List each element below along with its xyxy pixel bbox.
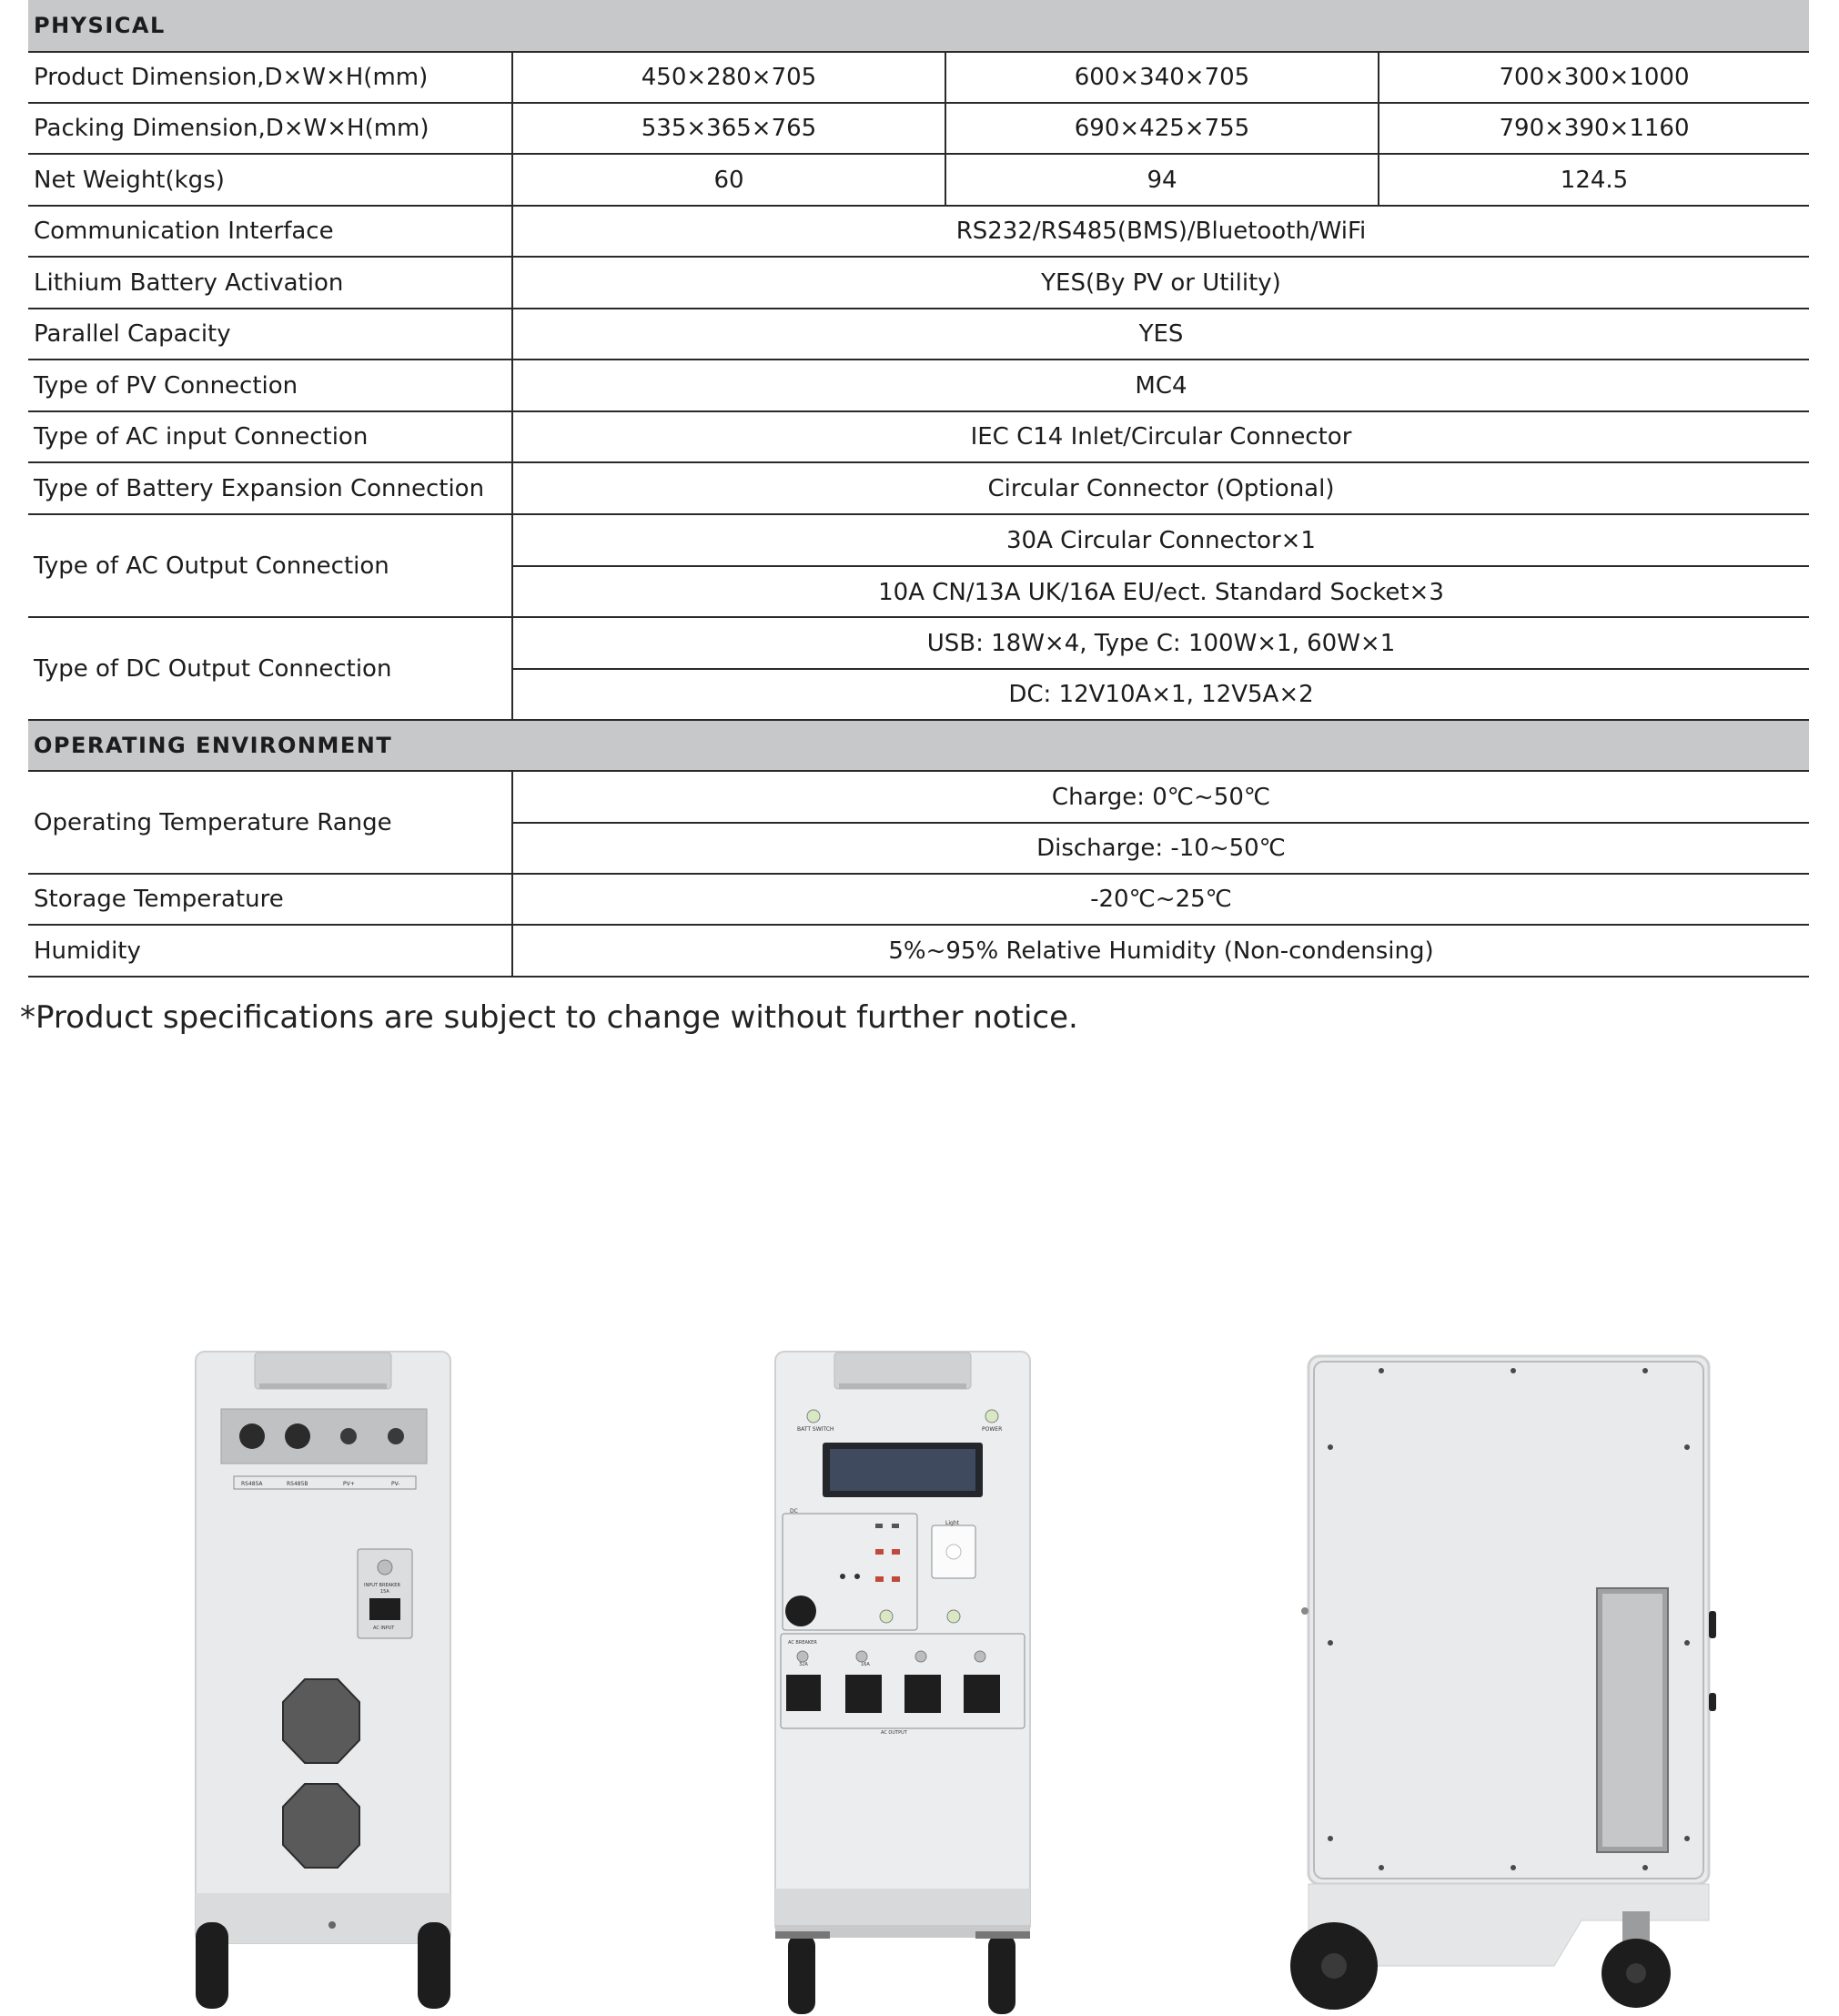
spec-value: RS232/RS485(BMS)/Bluetooth/WiFi — [511, 207, 1809, 256]
spec-row-battery-expansion — [28, 463, 1809, 515]
dc-port-icon — [854, 1574, 860, 1579]
dc-port-icon — [840, 1574, 845, 1579]
spec-label: Humidity — [34, 937, 141, 965]
front-label-ac-output: AC OUTPUT — [881, 1730, 907, 1736]
wheel-icon — [418, 1922, 450, 2009]
spec-label: Lithium Battery Activation — [34, 268, 344, 297]
spec-row-ac-input — [28, 412, 1809, 463]
spec-value-model-2: 690×425×755 — [945, 104, 1378, 153]
spec-label: Operating Temperature Range — [34, 808, 392, 836]
front-label-batt-switch: BATT SWITCH — [797, 1426, 834, 1433]
product-side-view-image — [1281, 1338, 1718, 2016]
product-rear-view-image — [187, 1338, 460, 2016]
spec-value-line-1: 30A Circular Connector×1 — [511, 515, 1809, 566]
spec-row-ac-output — [28, 515, 1809, 618]
indicator-light-icon — [947, 1610, 960, 1623]
section-header-physical — [28, 0, 1809, 53]
pv-plus-port-icon — [340, 1428, 357, 1444]
spec-label: Type of DC Output Connection — [34, 654, 392, 683]
spec-value-line-2: DC: 12V10A×1, 12V5A×2 — [511, 670, 1809, 719]
front-label-power: POWER — [982, 1426, 1003, 1433]
spec-label: Type of AC input Connection — [34, 423, 369, 451]
spec-row-communication — [28, 207, 1809, 258]
spec-label: Net Weight(kgs) — [34, 166, 225, 194]
spec-value-model-2: 94 — [945, 155, 1378, 205]
light-icon — [946, 1545, 961, 1559]
fan-grille-icon — [283, 1679, 359, 1763]
input-breaker-icon — [378, 1560, 392, 1575]
spec-value-model-3: 700×300×1000 — [1378, 53, 1809, 102]
spec-value: MC4 — [511, 360, 1809, 410]
spec-value-model-1: 535×365×765 — [511, 104, 945, 153]
usb-port-icon — [875, 1576, 884, 1582]
wheel-icon — [788, 1934, 815, 2014]
spec-label: Type of AC Output Connection — [34, 552, 389, 580]
spec-value: YES — [511, 309, 1809, 359]
spec-row-humidity — [28, 926, 1809, 978]
power-button-icon — [985, 1410, 998, 1423]
spec-value: IEC C14 Inlet/Circular Connector — [511, 412, 1809, 461]
spec-label: Type of PV Connection — [34, 371, 298, 400]
ac-socket-icon — [964, 1675, 1000, 1713]
front-label-dc: DC — [790, 1508, 798, 1515]
ac-breaker-icon — [975, 1651, 985, 1662]
rear-label-ac-input: AC INPUT — [373, 1626, 395, 1631]
product-front-view-image — [763, 1338, 1045, 2016]
car-socket-icon — [785, 1596, 816, 1626]
spec-row-storage-temperature — [28, 875, 1809, 926]
front-label-ac-breaker: AC BREAKER — [788, 1640, 817, 1646]
spec-row-net-weight — [28, 155, 1809, 207]
ac-socket-icon — [904, 1675, 941, 1713]
spec-value: -20℃~25℃ — [511, 875, 1809, 924]
ac-breaker-icon — [856, 1651, 867, 1662]
spec-row-pv-connection — [28, 360, 1809, 412]
spec-row-product-dimension — [28, 53, 1809, 104]
usb-port-icon — [892, 1576, 900, 1582]
fan-grille-icon — [283, 1784, 359, 1868]
spec-label: Type of Battery Expansion Connection — [34, 474, 485, 502]
ac-input-socket-icon — [369, 1598, 400, 1620]
spec-value-model-3: 790×390×1160 — [1378, 104, 1809, 153]
spec-value: YES(By PV or Utility) — [511, 258, 1809, 308]
spec-value-model-1: 450×280×705 — [511, 53, 945, 102]
usb-port-icon — [875, 1524, 883, 1528]
spec-value-model-3: 124.5 — [1378, 155, 1809, 205]
front-label-light: Light — [945, 1520, 959, 1526]
rear-label-pv-plus: PV+ — [343, 1481, 355, 1487]
spec-label: Product Dimension,D×W×H(mm) — [34, 64, 429, 91]
spec-label: Packing Dimension,D×W×H(mm) — [34, 115, 429, 142]
rear-label-15a: 15A — [380, 1589, 389, 1595]
rear-label-rs485b: RS485B — [287, 1481, 308, 1487]
spec-value-line-2: Discharge: -10~50℃ — [511, 824, 1809, 873]
spec-value-line-1: USB: 18W×4, Type C: 100W×1, 60W×1 — [511, 618, 1809, 669]
spec-value: Circular Connector (Optional) — [511, 463, 1809, 513]
spec-row-operating-temperature — [28, 772, 1809, 875]
spec-value-model-1: 60 — [511, 155, 945, 205]
wheel-icon — [196, 1922, 228, 2009]
spec-value-model-2: 600×340×705 — [945, 53, 1378, 102]
rs485a-port-icon — [239, 1423, 265, 1449]
spec-label: Communication Interface — [34, 218, 334, 245]
rear-label-pv-minus: PV- — [391, 1481, 400, 1487]
ac-socket-icon — [845, 1675, 882, 1713]
section-title: PHYSICAL — [34, 13, 166, 38]
rear-label-input-breaker: INPUT BREAKER — [364, 1583, 400, 1588]
circular-connector-icon — [786, 1675, 821, 1711]
spec-value-line-1: Charge: 0℃~50℃ — [511, 772, 1809, 823]
usb-port-icon — [892, 1549, 900, 1555]
spec-label: Storage Temperature — [34, 886, 284, 913]
front-label-32a: 32A — [799, 1662, 808, 1667]
spec-row-parallel-capacity — [28, 309, 1809, 360]
spec-value: 5%~95% Relative Humidity (Non-condensing) — [511, 926, 1809, 976]
wheel-icon — [988, 1934, 1015, 2014]
rear-label-rs485a: RS485A — [241, 1481, 263, 1487]
pv-minus-port-icon — [388, 1428, 404, 1444]
section-title: OPERATING ENVIRONMENT — [34, 733, 393, 758]
rs485b-port-icon — [285, 1423, 310, 1449]
battery-switch-icon — [807, 1410, 820, 1423]
indicator-light-icon — [880, 1610, 893, 1623]
ac-breaker-icon — [915, 1651, 926, 1662]
spec-row-dc-output — [28, 618, 1809, 721]
section-header-operating-environment — [28, 721, 1809, 772]
footnote: *Product specifications are subject to change without further notice. — [20, 999, 1078, 1036]
spec-row-packing-dimension — [28, 104, 1809, 155]
ac-breaker-icon — [797, 1651, 808, 1662]
spec-label: Parallel Capacity — [34, 320, 231, 348]
front-label-16a: 16A — [861, 1662, 870, 1667]
usb-port-icon — [875, 1549, 884, 1555]
spec-row-lithium-activation — [28, 258, 1809, 309]
spec-value-line-2: 10A CN/13A UK/16A EU/ect. Standard Socket×3 — [511, 567, 1809, 618]
usb-port-icon — [892, 1524, 899, 1528]
